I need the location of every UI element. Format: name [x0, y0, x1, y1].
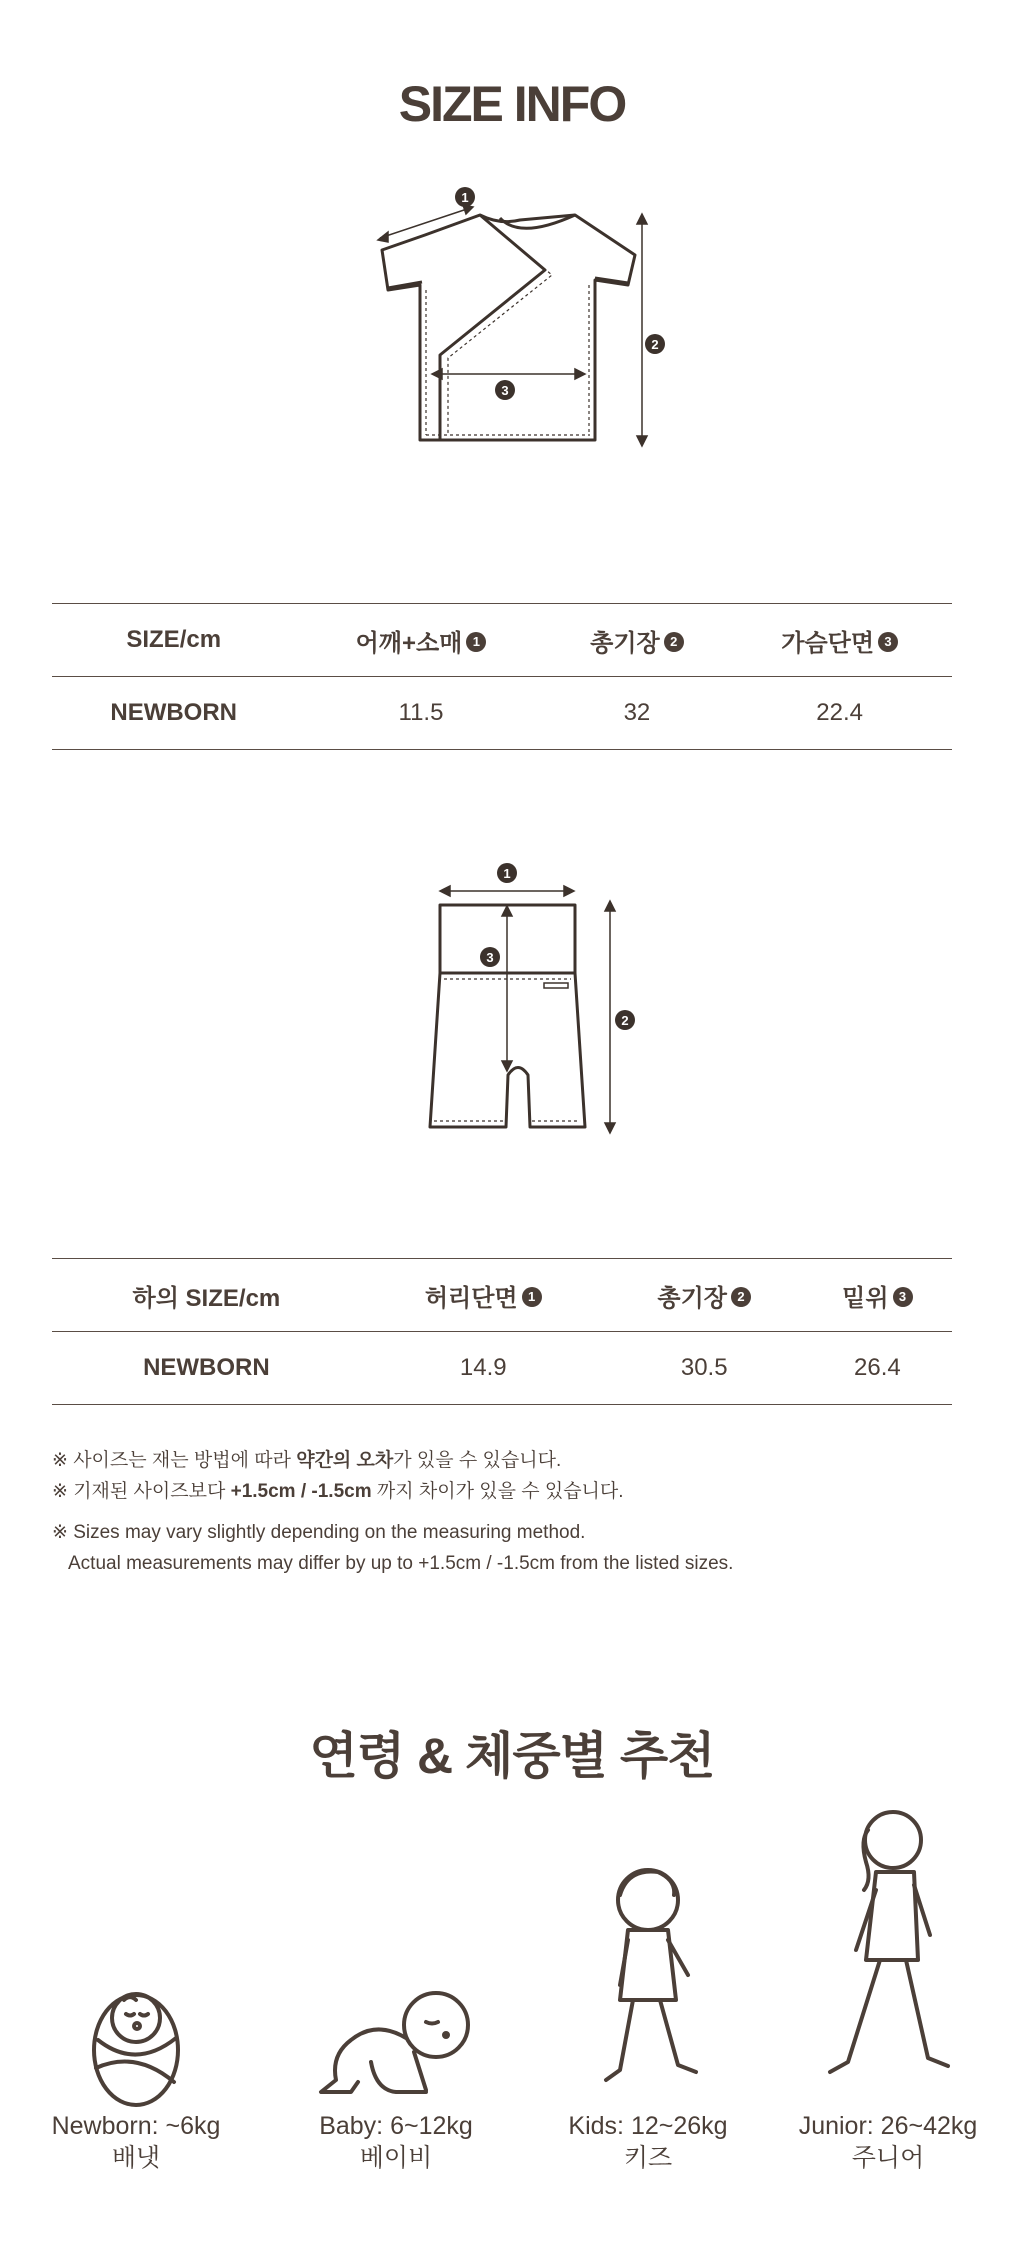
size-info-title: SIZE INFO [398, 76, 626, 132]
note-line: ※ 기재된 사이즈보다 +1.5cm / -1.5cm 까지 차이가 있을 수 있습니다. [52, 1481, 624, 1502]
svg-text:2: 2 [651, 337, 659, 352]
age-label-ko: 배냇 [111, 2144, 161, 2172]
recommendation-title: 연령 & 체중별 추천 [309, 1728, 715, 1784]
age-label-ko: 키즈 [623, 2144, 673, 2172]
top-size-table [52, 603, 952, 750]
bottom-diagram-marker-1 [497, 863, 517, 883]
table-header-row [52, 604, 952, 677]
svg-text:3: 3 [501, 383, 509, 398]
table-cell: 30.5 [606, 1332, 803, 1405]
table-header: 어깨+소매 1 [295, 604, 546, 677]
table-cell: NEWBORN [52, 677, 295, 750]
top-diagram-marker-1 [455, 187, 475, 207]
table-row [52, 677, 952, 750]
age-group-kids [528, 1800, 768, 2174]
age-label-en: Kids: 12~26kg [568, 2112, 728, 2140]
svg-text:1: 1 [503, 866, 511, 881]
bottom-diagram-marker-3 [480, 947, 500, 967]
note-line: ※ 사이즈는 재는 방법에 따라 약간의 오차가 있을 수 있습니다. [52, 1450, 562, 1471]
age-label-en: Junior: 26~42kg [798, 2112, 978, 2140]
table-header: 밑위 3 [803, 1259, 952, 1332]
svg-text:3: 3 [486, 950, 494, 965]
note-line: Actual measurements may differ by up to +1.5cm / -1.5cm from the listed sizes. [68, 1553, 734, 1574]
table-header: 하의 SIZE/cm [52, 1259, 361, 1332]
age-label-ko: 베이비 [359, 2144, 433, 2172]
crawling-baby-icon [276, 1800, 516, 2110]
age-group-newborn [16, 1800, 256, 2174]
table-header: 총기장 2 [606, 1259, 803, 1332]
svg-text:2: 2 [621, 1013, 629, 1028]
table-cell: NEWBORN [52, 1332, 361, 1405]
bottom-size-table [52, 1258, 952, 1405]
age-group-junior [768, 1800, 1008, 2174]
table-cell: 14.9 [361, 1332, 606, 1405]
table-header: 가슴단면 3 [727, 604, 952, 677]
table-row [52, 1332, 952, 1405]
svg-text:1: 1 [461, 190, 469, 205]
age-group-baby [276, 1800, 516, 2174]
note-line: ※ Sizes may vary slightly depending on the measuring method. [52, 1522, 586, 1543]
table-header: 허리단면 1 [361, 1259, 606, 1332]
top-garment-diagram [370, 180, 670, 460]
top-diagram-marker-3 [495, 380, 515, 400]
top-diagram-marker-2 [645, 334, 665, 354]
size-notes [52, 1445, 733, 1579]
swaddled-baby-icon [16, 1800, 256, 2110]
age-label-en: Baby: 6~12kg [319, 2112, 473, 2140]
table-cell: 22.4 [727, 677, 952, 750]
table-header: 총기장 2 [547, 604, 728, 677]
table-header: SIZE/cm [52, 604, 295, 677]
age-label-en: Newborn: ~6kg [51, 2112, 221, 2140]
table-cell: 11.5 [295, 677, 546, 750]
bottom-diagram-marker-2 [615, 1010, 635, 1030]
age-label-ko: 주니어 [851, 2144, 925, 2172]
table-header-row [52, 1259, 952, 1332]
bottom-garment-diagram [420, 855, 640, 1145]
table-cell: 26.4 [803, 1332, 952, 1405]
walking-kid-icon [528, 1800, 768, 2110]
table-cell: 32 [547, 677, 728, 750]
walking-junior-icon [768, 1800, 1008, 2110]
